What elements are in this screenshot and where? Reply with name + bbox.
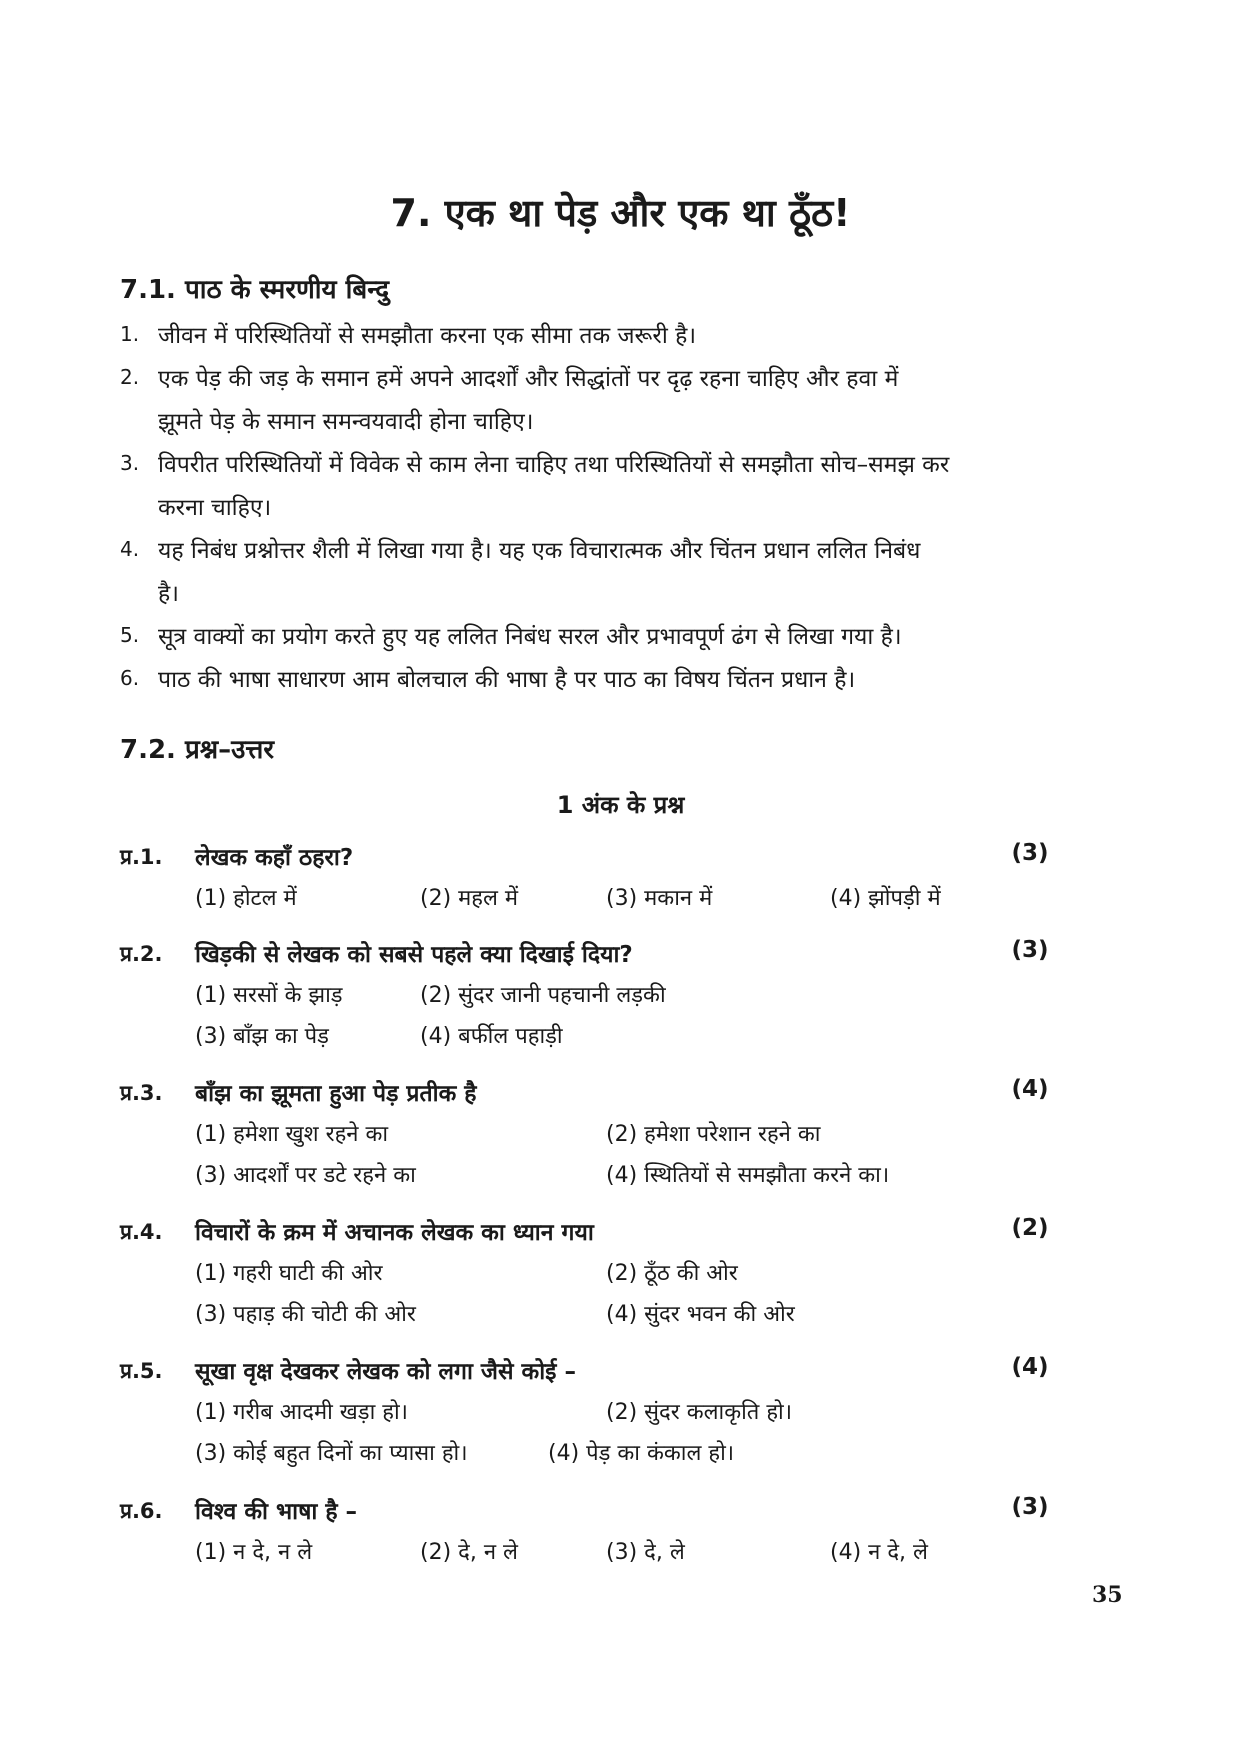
point-number: 2. [120, 365, 140, 389]
question-marks: (4) [1011, 1354, 1049, 1380]
question-number: प्र.5. [120, 1359, 163, 1383]
question-text: सूखा वृक्ष देखकर लेखक को लगा जैसे कोई – [195, 1359, 576, 1385]
option: (2) सुंदर कलाकृति हो। [606, 1400, 793, 1425]
point-line: सूत्र वाक्यों का प्रयोग करते हुए यह ललित निबंध सरल और प्रभावपूर्ण ढंग से लिखा गया है। [158, 624, 902, 650]
option: (2) दे, न ले [420, 1540, 518, 1565]
point-line: झूमते पेड़ के समान समन्वयवादी होना चाहिए। [158, 409, 534, 435]
option: (1) गहरी घाटी की ओर [195, 1261, 383, 1286]
option: (2) हमेशा परेशान रहने का [606, 1122, 821, 1147]
question-marks: (2) [1011, 1215, 1049, 1241]
question-marks: (4) [1011, 1076, 1049, 1102]
option: (4) न दे, ले [830, 1540, 928, 1565]
option: (2) महल में [420, 886, 519, 911]
section-heading-7-1: 7.1. पाठ के स्मरणीय बिन्दु [120, 275, 390, 305]
option: (4) पेड़ का कंकाल हो। [548, 1441, 735, 1466]
question-marks: (3) [1011, 1494, 1049, 1520]
point-number: 1. [120, 322, 140, 346]
point-line: करना चाहिए। [158, 495, 272, 521]
option: (1) हमेशा खुश रहने का [195, 1122, 389, 1147]
point-line: है। [158, 581, 179, 607]
question-text: लेखक कहाँ ठहरा? [195, 845, 354, 871]
point-line: एक पेड़ की जड़ के समान हमें अपने आदर्शों और सिद्धांतों पर दृढ़ रहना चाहिए और हवा में [158, 366, 899, 392]
option: (3) मकान में [606, 886, 713, 911]
option: (4) सुंदर भवन की ओर [606, 1302, 795, 1327]
subheading-1-mark-questions: 1 अंक के प्रश्न [556, 791, 685, 819]
question-marks: (3) [1011, 840, 1049, 866]
chapter-title: 7. एक था पेड़ और एक था ठूँठ! [390, 191, 851, 235]
option: (4) स्थितियों से समझौता करने का। [606, 1163, 890, 1188]
section-heading-7-2: 7.2. प्रश्न–उत्तर [120, 735, 275, 765]
option: (4) झोंपड़ी में [830, 886, 941, 911]
question-text: बाँझ का झूमता हुआ पेड़ प्रतीक है [195, 1081, 477, 1107]
point-line: पाठ की भाषा साधारण आम बोलचाल की भाषा है पर पाठ का विषय चिंतन प्रधान है। [158, 667, 856, 693]
question-number: प्र.6. [120, 1499, 163, 1523]
option: (2) ठूँठ की ओर [606, 1261, 738, 1286]
option: (4) बर्फील पहाड़ी [420, 1024, 563, 1049]
option: (1) न दे, न ले [195, 1540, 313, 1565]
question-text: विश्व की भाषा है – [195, 1499, 358, 1525]
option: (1) गरीब आदमी खड़ा हो। [195, 1400, 408, 1425]
option: (2) सुंदर जानी पहचानी लड़की [420, 983, 666, 1008]
point-line: जीवन में परिस्थितियों से समझौता करना एक सीमा तक जरूरी है। [158, 323, 697, 349]
option: (1) होटल में [195, 886, 297, 911]
point-line: यह निबंध प्रश्नोत्तर शैली में लिखा गया है। यह एक विचारात्मक और चिंतन प्रधान ललित निबंध [158, 538, 921, 564]
question-number: प्र.3. [120, 1081, 163, 1105]
question-text: खिड़की से लेखक को सबसे पहले क्या दिखाई दिया? [195, 942, 633, 968]
question-text: विचारों के क्रम में अचानक लेखक का ध्यान गया [195, 1220, 594, 1246]
option: (3) बाँझ का पेड़ [195, 1024, 329, 1049]
option: (3) दे, ले [606, 1540, 685, 1565]
point-number: 5. [120, 623, 140, 647]
option: (1) सरसों के झाड़ [195, 983, 343, 1008]
question-number: प्र.4. [120, 1220, 163, 1244]
option: (3) कोई बहुत दिनों का प्यासा हो। [195, 1441, 468, 1466]
page-number: 35 [1092, 1582, 1123, 1608]
question-marks: (3) [1011, 937, 1049, 963]
question-number: प्र.2. [120, 942, 163, 966]
question-number: प्र.1. [120, 845, 163, 869]
point-number: 4. [120, 537, 140, 561]
point-number: 6. [120, 666, 140, 690]
option: (3) पहाड़ की चोटी की ओर [195, 1302, 416, 1327]
point-number: 3. [120, 451, 140, 475]
option: (3) आदर्शों पर डटे रहने का [195, 1163, 416, 1188]
point-line: विपरीत परिस्थितियों में विवेक से काम लेना चाहिए तथा परिस्थितियों से समझौता सोच–समझ कर [158, 452, 950, 478]
